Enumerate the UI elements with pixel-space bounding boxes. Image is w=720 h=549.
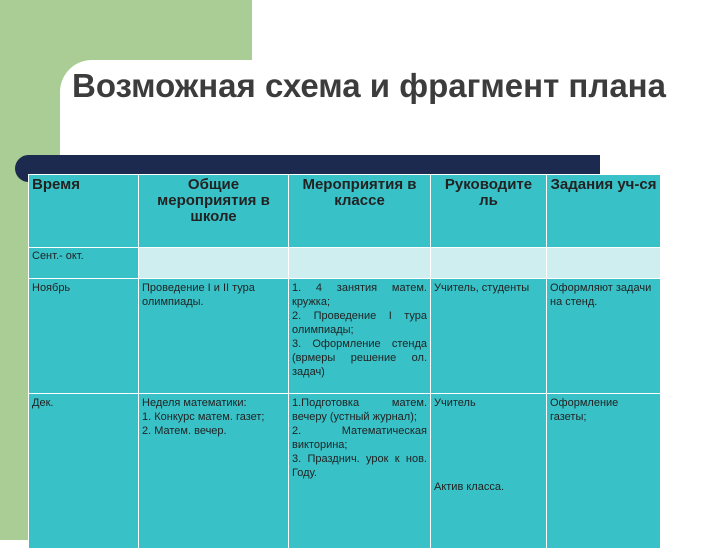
table-row xyxy=(29,279,661,394)
header-class-events: Мероприятия в классе xyxy=(289,175,431,248)
plan-table xyxy=(28,174,661,549)
cell-empty xyxy=(139,248,289,279)
header-school-events: Общие мероприятия в школе xyxy=(139,175,289,248)
cell-time: Дек. xyxy=(29,394,139,549)
cell-supervisor: Учитель, студенты xyxy=(431,279,547,394)
header-student-tasks: Задания уч-ся xyxy=(547,175,661,248)
header-supervisor: Руководите ль xyxy=(431,175,547,248)
cell-student-tasks: Оформление газеты; xyxy=(547,394,661,549)
cell-time: Сент.- окт. xyxy=(29,248,139,279)
header-time: Время xyxy=(29,175,139,248)
slide-title: Возможная схема и фрагмент плана xyxy=(72,67,666,104)
table-header-row xyxy=(29,175,661,248)
cell-time: Ноябрь xyxy=(29,279,139,394)
cell-class-events: 1. 4 занятия матем. кружка; 2. Проведение I тура олимпиады; 3. Оформление стенда (врмеры решение ол. задач) xyxy=(289,279,431,394)
cell-empty xyxy=(431,248,547,279)
cell-student-tasks: Оформляют задачи на стенд. xyxy=(547,279,661,394)
table-row xyxy=(29,248,661,279)
cell-class-events: 1.Подготовка матем. вечеру (устный журнал); 2. Математическая викторина; 3. Празднич. урок к нов. Году. xyxy=(289,394,431,549)
cell-school-events: Проведение I и II тура олимпиады. xyxy=(139,279,289,394)
table-row xyxy=(29,394,661,549)
cell-empty xyxy=(547,248,661,279)
cell-school-events: Неделя математики: 1. Конкурс матем. газет; 2. Матем. вечер. xyxy=(139,394,289,549)
cell-supervisor: Учитель Актив класса. xyxy=(431,394,547,549)
cell-empty xyxy=(289,248,431,279)
